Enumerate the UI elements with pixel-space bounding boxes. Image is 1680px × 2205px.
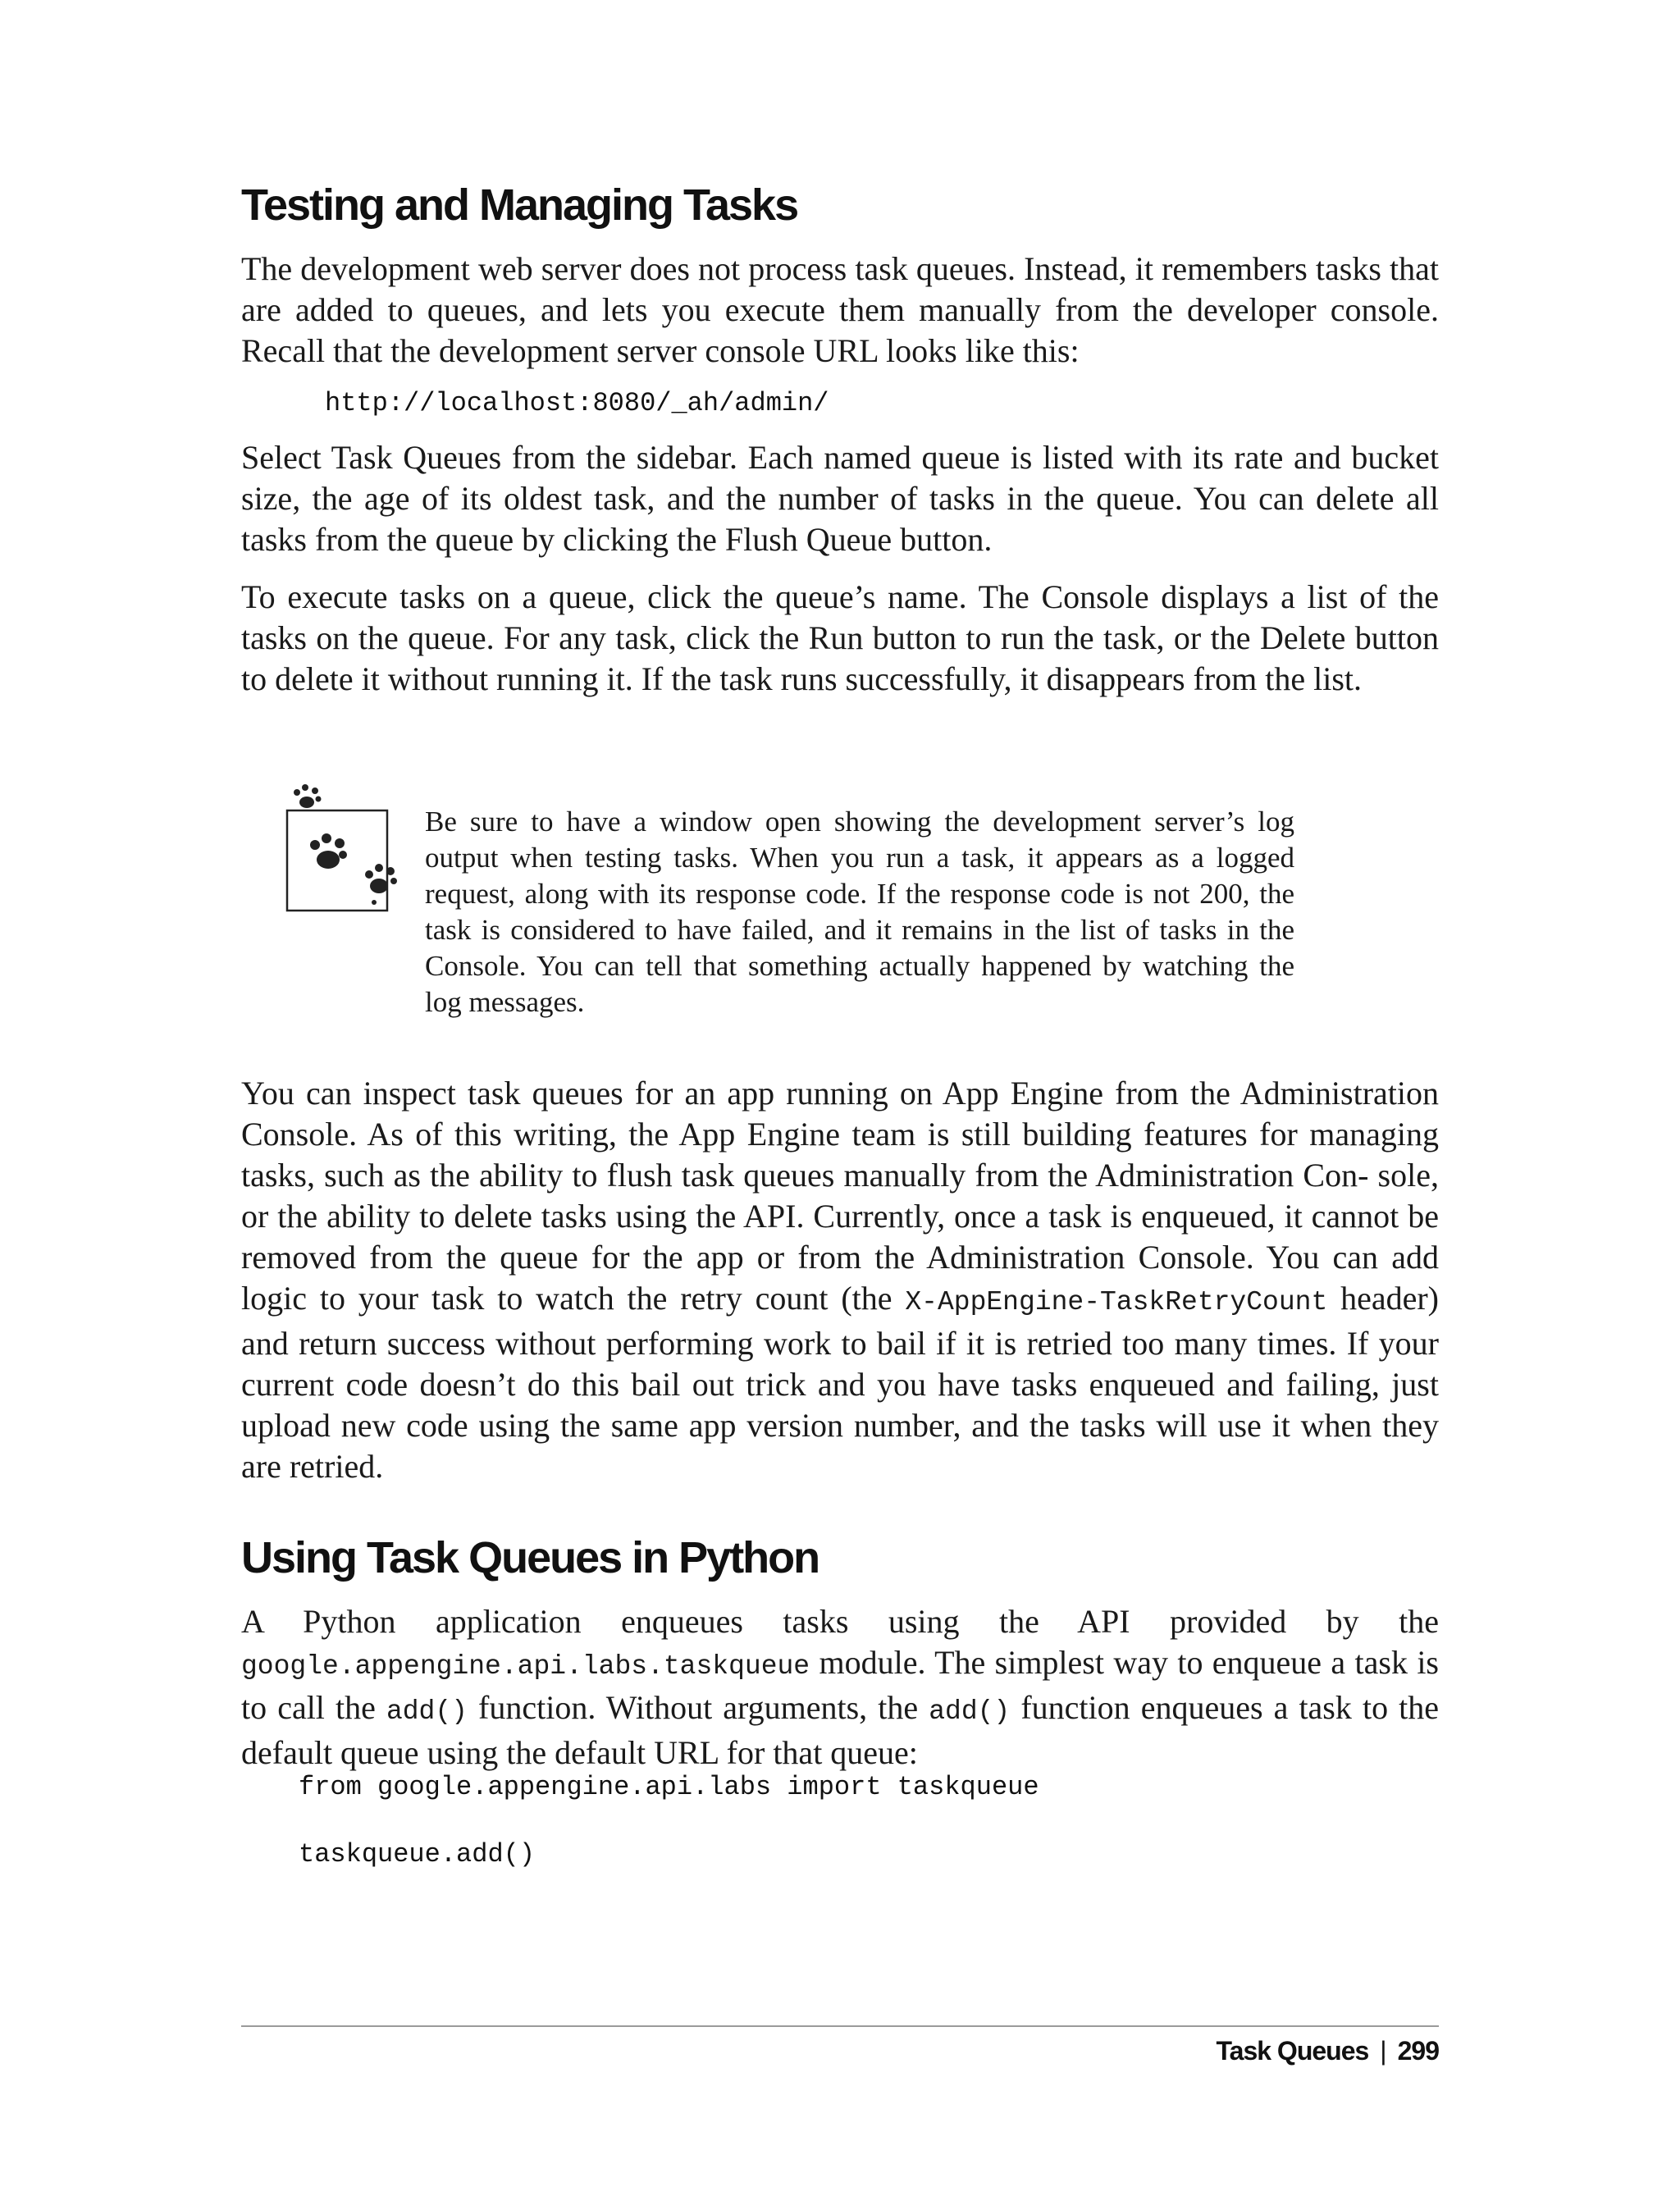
- python-text-d: function enqueues a task to the default queue using the default URL for that queue:: [241, 1689, 1440, 1771]
- note-text: Be sure to have a window open showing the development server’s log output when testing tasks. When you run a task, it appears as a logged request, along with its response code. If the response code is not 200, the task is considered to have failed, and it remains in the list of tasks in the Console. You can tell that something actually happened by watching the log messages.: [425, 806, 1294, 1018]
- paragraph-select-task-queues: Select Task Queues from the sidebar. Each named queue is listed with its rate and bucket size, the age of its oldest task, and the number of tasks in the queue. You can delete all tasks from the queue by clicking the Flush Queue button.: [241, 439, 1439, 558]
- code-add-2: add(): [929, 1696, 1011, 1727]
- code-retry-header: X-AppEngine-TaskRetryCount: [905, 1287, 1328, 1317]
- python-text-a: A Python application enqueues tasks using the API provided by the: [241, 1603, 1439, 1640]
- footer-separator: |: [1380, 2036, 1386, 2066]
- footer-section-title: Task Queues: [1216, 2036, 1369, 2066]
- admin-text-before: You can inspect task queues for an app running on App Engine from the Administration Console. As of this writing, the App Engine team is still building features for managing tasks, such as the ability to flush task queues manually from the Administration Con- sole, or the ability to delete tasks using the API. Currently, once a task is enqueued, it cannot be removed from the queue for the app or from the Administration Console. You can add logic to your task to watch the retry count (the: [241, 1075, 1439, 1317]
- paragraph-python-intro: [241, 1601, 1439, 1774]
- admin-text-after: header) and return success without performing work to bail if it is retried too many times. If your current code doesn’t do this bail out trick and you have tasks enqueued and failing, just upload new code using the same app version number, and the tasks will use it when they are retried.: [241, 1280, 1439, 1485]
- python-text-c: function. Without arguments, the: [467, 1689, 929, 1726]
- python-text-b: module. The simplest way to enqueue a task is to call the: [241, 1644, 1439, 1726]
- code-url: http://localhost:8080/_ah/admin/: [325, 388, 829, 418]
- code-import-line: from google.appengine.api.labs import taskqueue: [299, 1772, 1039, 1802]
- paragraph-admin-console: [241, 1073, 1439, 1487]
- section-heading-python: Using Task Queues in Python: [241, 1533, 819, 1582]
- code-module-name: google.appengine.api.labs.taskqueue: [241, 1651, 810, 1682]
- code-add-line: taskqueue.add(): [299, 1839, 536, 1869]
- page-number: 299: [1397, 2036, 1439, 2066]
- section-heading-testing: Testing and Managing Tasks: [241, 180, 798, 230]
- code-add-1: add(): [386, 1696, 468, 1727]
- paw-prints-icon: [282, 779, 422, 923]
- footer-rule: [241, 2025, 1439, 2027]
- paragraph-intro: The development web server does not process task queues. Instead, it remembers tasks that are added to queues, and lets you execute them manually from the developer console. Recall that the development server console URL looks like this:: [241, 250, 1439, 369]
- page-footer: [1216, 2034, 1439, 2067]
- paragraph-execute-tasks: To execute tasks on a queue, click the queue’s name. The Console displays a list of the tasks on the queue. For any task, click the Run button to run the task, or the Delete button to delete it without running it. If the task runs successfully, it disappears from the list.: [241, 578, 1439, 697]
